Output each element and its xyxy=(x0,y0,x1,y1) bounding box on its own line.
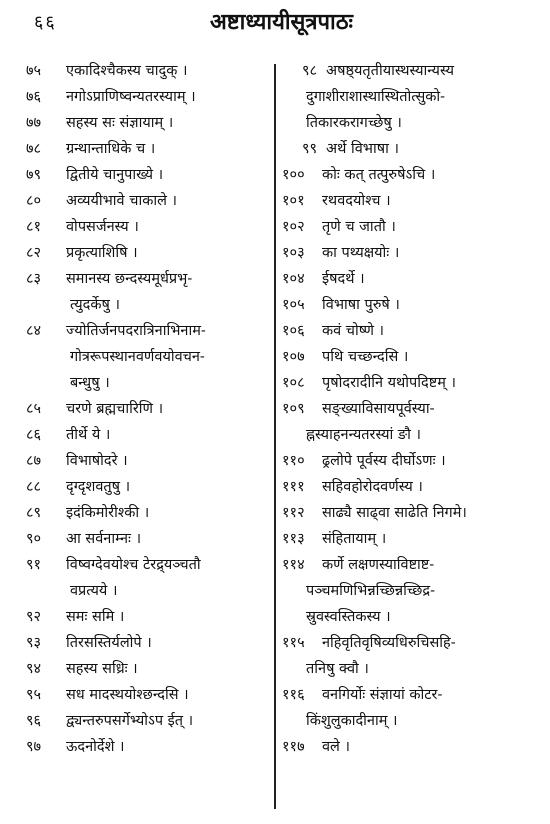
sutra-entry xyxy=(26,110,270,136)
sutra-entry xyxy=(26,552,270,604)
sutra-entry xyxy=(26,240,270,266)
sutra-text: एकादिश्चैकस्य चादुक् । xyxy=(66,63,188,79)
sutra-text: वनगिर्योः संज्ञायां कोटर- xyxy=(322,687,443,703)
sutra-number: १०१ xyxy=(282,193,305,209)
sutra-entry xyxy=(282,318,548,344)
sutra-number: ९९ xyxy=(302,141,318,157)
sutra-text: तिकारकरागच्छेषु । xyxy=(306,115,402,131)
sutra-entry xyxy=(282,266,548,292)
sutra-entry xyxy=(26,656,270,682)
sutra-entry xyxy=(26,396,270,422)
sutra-number: ७६ xyxy=(26,89,42,105)
sutra-number: ९० xyxy=(26,531,42,547)
sutra-text: स्रुवस्वस्तिकस्य । xyxy=(306,609,391,625)
sutra-text: ईषदर्थे । xyxy=(322,271,365,287)
sutra-number: १११ xyxy=(282,479,305,495)
sutra-text: प्रकृत्याशिषि । xyxy=(66,245,138,261)
sutra-entry xyxy=(26,266,270,318)
sutra-entry xyxy=(26,682,270,708)
running-title: अष्टाध्यायीसूत्रपाठः xyxy=(210,9,353,35)
sutra-entry xyxy=(282,162,548,188)
sutra-entry xyxy=(282,526,548,552)
sutra-number: १०३ xyxy=(282,245,305,261)
sutra-entry xyxy=(282,240,548,266)
sutra-entry xyxy=(26,448,270,474)
sutra-number: ८९ xyxy=(26,505,42,521)
sutra-text: तनिषु क्वौ । xyxy=(306,661,369,677)
sutra-text: दुगाशीराशास्थास्थितोत्सुको- xyxy=(306,89,446,105)
page-number: ६६ xyxy=(34,12,57,33)
sutra-text: ढ्रलोपे पूर्वस्य दीर्घोऽणः । xyxy=(322,453,446,469)
left-column xyxy=(26,58,270,760)
sutra-text: वोपसर्जनस्य । xyxy=(66,219,139,235)
sutra-number: ९२ xyxy=(26,609,42,625)
sutra-text: नहिवृतिवृषिव्यधिरुचिसहि- xyxy=(322,635,456,651)
sutra-number: १०० xyxy=(282,167,305,183)
sutra-text: सङ्ख्याविसायपूर्वस्या- xyxy=(322,401,435,417)
sutra-text: सहस्य सध्रिः । xyxy=(66,661,138,677)
sutra-text: त्युदर्केषु । xyxy=(70,297,120,313)
sutra-entry xyxy=(26,708,270,734)
sutra-text: तृणे च जातौ । xyxy=(322,219,396,235)
sutra-entry xyxy=(282,188,548,214)
sutra-number: ११४ xyxy=(282,557,305,573)
sutra-number: ९७ xyxy=(26,739,42,755)
column-divider xyxy=(274,64,276,809)
page-header xyxy=(0,6,550,46)
sutra-number: ८४ xyxy=(26,323,42,339)
sutra-entry xyxy=(26,474,270,500)
sutra-text: गोत्ररूपस्थानवर्णवयोवचन- xyxy=(70,349,205,365)
sutra-entry xyxy=(26,500,270,526)
sutra-text: आ सर्वनाम्नः । xyxy=(66,531,142,547)
sutra-text: रथवदयोश्च । xyxy=(322,193,391,209)
sutra-number: ८५ xyxy=(26,401,42,417)
sutra-number: १०७ xyxy=(282,349,305,365)
sutra-number: ९६ xyxy=(26,713,42,729)
sutra-text: अव्ययीभावे चाकाले । xyxy=(66,193,178,209)
sutra-text: द्वितीये चानुपाख्ये । xyxy=(66,167,164,183)
sutra-text: तीर्थे ये । xyxy=(66,427,111,443)
sutra-text: ग्रन्थान्ताधिके च । xyxy=(66,141,156,157)
sutra-number: ९३ xyxy=(26,635,42,651)
sutra-entry xyxy=(282,552,548,630)
sutra-entry xyxy=(26,630,270,656)
sutra-number: ८३ xyxy=(26,271,42,287)
sutra-number: ८७ xyxy=(26,453,42,469)
sutra-entry xyxy=(282,682,548,734)
sutra-number: ११५ xyxy=(282,635,305,651)
sutra-number: ७७ xyxy=(26,115,42,131)
sutra-number: ७५ xyxy=(26,63,42,79)
sutra-number: ९१ xyxy=(26,557,42,573)
sutra-number: ११० xyxy=(282,453,305,469)
sutra-text: विष्वग्देवयोश्च टेरद्र्यञ्चतौ xyxy=(66,557,201,573)
sutra-text: समानस्य छन्दस्यमूर्धप्रभृ- xyxy=(66,271,193,287)
sutra-entry xyxy=(26,734,270,760)
sutra-entry xyxy=(282,58,548,136)
sutra-entry xyxy=(282,630,548,682)
sutra-text: सध मादस्थयोश्छन्दसि । xyxy=(66,687,189,703)
sutra-entry xyxy=(282,474,548,500)
sutra-number: १०९ xyxy=(282,401,305,417)
sutra-text: ज्योतिर्जनपदरात्रिनाभिनाम- xyxy=(66,323,206,339)
sutra-number: १०२ xyxy=(282,219,305,235)
sutra-entry xyxy=(282,448,548,474)
sutra-entry xyxy=(282,136,548,162)
sutra-number: ७९ xyxy=(26,167,42,183)
sutra-number: ९५ xyxy=(26,687,42,703)
sutra-number: ८० xyxy=(26,193,42,209)
sutra-entry xyxy=(282,292,548,318)
sutra-text: विभाषोदरे । xyxy=(66,453,128,469)
sutra-entry xyxy=(26,604,270,630)
sutra-text: साढ्यै साढ्वा साढेति निगमे। xyxy=(322,505,467,521)
sutra-number: १०६ xyxy=(282,323,305,339)
sutra-text: कर्णे लक्षणस्याविष्टाष्ट- xyxy=(322,557,435,573)
sutra-text: कोः कत् तत्पुरुषेऽचि । xyxy=(322,167,436,183)
sutra-entry xyxy=(26,318,270,396)
sutra-text: समः समि । xyxy=(66,609,125,625)
sutra-text: का पथ्यक्षयोः । xyxy=(322,245,400,261)
sutra-text: तिरसस्तिर्यलोपे । xyxy=(66,635,152,651)
sutra-text: अषष्ठ्यतृतीयास्थस्यान्यस्य xyxy=(326,63,455,79)
sutra-text: नगोऽप्राणिष्वन्यतरस्याम् । xyxy=(66,89,196,105)
sutra-number: ७८ xyxy=(26,141,42,157)
sutra-text: संहितायाम् । xyxy=(322,531,387,547)
sutra-entry xyxy=(282,370,548,396)
sutra-text: सहिवहोरोदवर्णस्य । xyxy=(322,479,423,495)
sutra-entry xyxy=(282,500,548,526)
sutra-text: अर्थे विभाषा । xyxy=(326,141,399,157)
sutra-number: ९४ xyxy=(26,661,42,677)
sutra-entry xyxy=(26,58,270,84)
sutra-text: कवं चोष्णे । xyxy=(322,323,385,339)
sutra-number: ८२ xyxy=(26,245,42,261)
sutra-number: १०५ xyxy=(282,297,305,313)
sutra-text: किंशुलुकादीनाम् । xyxy=(306,713,398,729)
sutra-entry xyxy=(26,188,270,214)
sutra-entry xyxy=(26,162,270,188)
sutra-text: ह्नस्याहनन्यतरस्यां ङौ । xyxy=(306,427,421,443)
sutra-number: ८८ xyxy=(26,479,42,495)
sutra-text: दृग्दृशवतुषु । xyxy=(66,479,131,495)
right-column xyxy=(282,58,548,760)
sutra-text: वले । xyxy=(322,739,350,755)
sutra-text: पथि चच्छन्दसि । xyxy=(322,349,409,365)
sutra-number: ११२ xyxy=(282,505,305,521)
sutra-entry xyxy=(282,344,548,370)
sutra-text: बन्धुषु । xyxy=(70,375,110,391)
sutra-text: सहस्य सः संज्ञायाम् । xyxy=(66,115,174,131)
sutra-entry xyxy=(26,214,270,240)
sutra-number: १०८ xyxy=(282,375,305,391)
sutra-text: पृषोदरादीनि यथोपदिष्टम् । xyxy=(322,375,456,391)
sutra-entry xyxy=(26,84,270,110)
sutra-entry xyxy=(282,396,548,448)
sutra-entry xyxy=(26,422,270,448)
sutra-number: ११३ xyxy=(282,531,305,547)
sutra-text: ऊदनोर्देशे । xyxy=(66,739,125,755)
sutra-text: पञ्चमणिभिन्नच्छिन्नच्छिद्र- xyxy=(306,583,436,599)
sutra-text: चरणे ब्रह्मचारिणि । xyxy=(66,401,164,417)
sutra-entry xyxy=(26,136,270,162)
sutra-text: इदंकिमोरीश्की । xyxy=(66,505,150,521)
sutra-number: ८१ xyxy=(26,219,42,235)
sutra-number: ९८ xyxy=(302,63,318,79)
sutra-entry xyxy=(282,734,548,760)
sutra-number: ११७ xyxy=(282,739,305,755)
sutra-text: विभाषा पुरुषे । xyxy=(322,297,400,313)
sutra-text: वप्रत्यये । xyxy=(70,583,118,599)
sutra-entry xyxy=(282,214,548,240)
sutra-text: द्व्यन्तरुपसर्गेभ्योऽप ईत् । xyxy=(66,713,194,729)
sutra-entry xyxy=(26,526,270,552)
sutra-number: ११६ xyxy=(282,687,305,703)
sutra-number: ८६ xyxy=(26,427,42,443)
sutra-number: १०४ xyxy=(282,271,305,287)
